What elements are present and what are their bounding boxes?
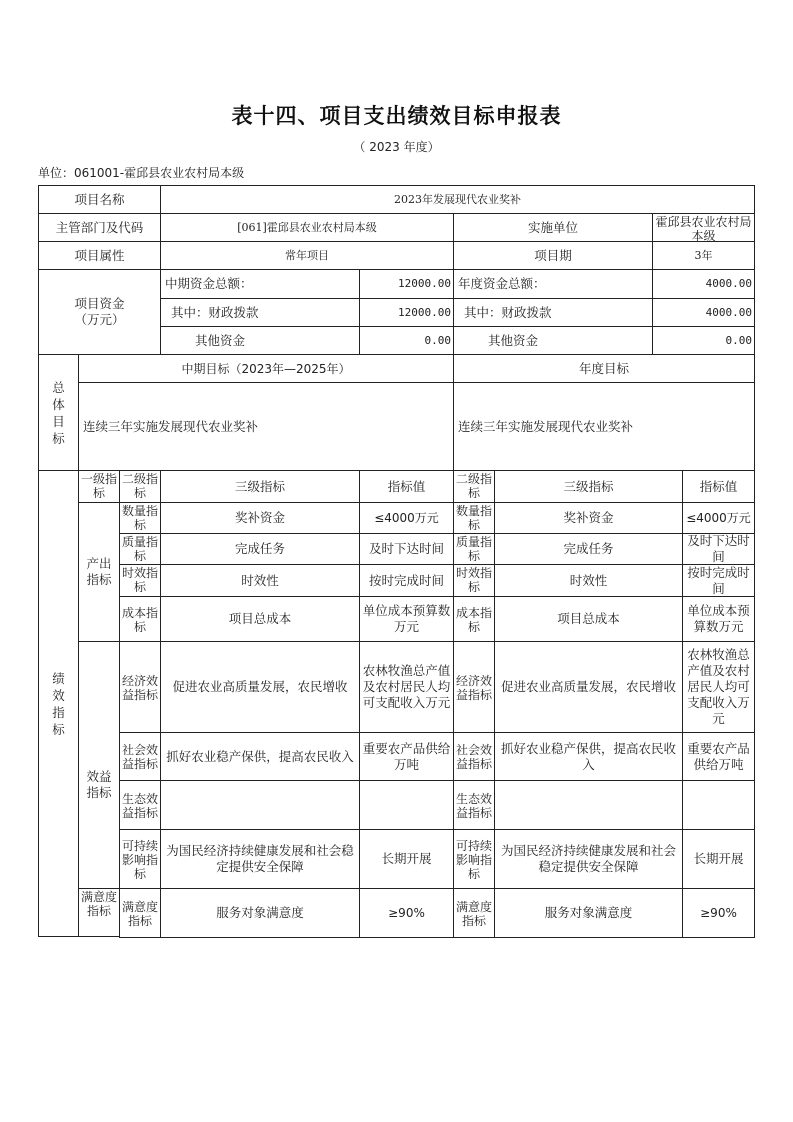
level2-mid: 生态效益指标 [119,780,161,830]
mid-goal-text: 连续三年实施发展现代农业奖补 [78,382,454,471]
level3-mid: 抓好农业稳产保供，提高农民收入 [160,732,360,781]
mid-fiscal-label: 其中：财政拨款 [160,298,360,327]
level3-mid: 奖补资金 [160,502,360,534]
year-other-value: 0.00 [652,326,755,355]
year-other-label: 其他资金 [453,326,653,355]
level3-year: 服务对象满意度 [494,888,683,938]
project-name-value: 2023年发展现代农业奖补 [160,185,755,214]
level2-mid: 满意度指标 [119,888,161,938]
year-total-label: 年度资金总额： [453,269,653,299]
attr-value: 常年项目 [160,241,454,270]
mid-total-value: 12000.00 [359,269,454,299]
level2-year: 满意度指标 [453,888,495,938]
value-year: ≥90% [682,888,755,938]
header-level2: 二级指标 [119,470,161,503]
year-goal-text: 连续三年实施发展现代农业奖补 [453,382,755,471]
level3-year [494,780,683,830]
performance-indicators-label: 绩效指标 [38,470,79,937]
level3-mid: 时效性 [160,564,360,597]
level3-year: 为国民经济持续健康发展和社会稳定提供安全保障 [494,829,683,889]
value-year: 农林牧渔总产值及农村居民人均可支配收入万元 [682,641,755,733]
level2-year: 可持续影响指标 [453,829,495,889]
header-level3-mid: 三级指标 [160,470,360,503]
year-fiscal-label: 其中：财政拨款 [453,298,653,327]
value-year [682,780,755,830]
level3-year: 时效性 [494,564,683,597]
level3-year: 项目总成本 [494,596,683,642]
value-mid: 按时完成时间 [359,564,454,597]
funds-label-line2: （万元） [74,312,125,327]
level2-year: 质量指标 [453,533,495,565]
header-value-year: 指标值 [682,470,755,503]
mid-fiscal-value: 12000.00 [359,298,454,327]
level3-mid: 完成任务 [160,533,360,565]
level2-year: 成本指标 [453,596,495,642]
level2-mid: 质量指标 [119,533,161,565]
value-year: 重要农产品供给万吨 [682,732,755,781]
level2-mid: 可持续影响指标 [119,829,161,889]
value-mid [359,780,454,830]
level1-benefit: 效益指标 [78,641,120,890]
value-mid: 长期开展 [359,829,454,889]
year-fiscal-value: 4000.00 [652,298,755,327]
level2-year: 生态效益指标 [453,780,495,830]
fiscal-year: （ 2023 年度） [353,140,440,154]
level2-mid: 社会效益指标 [119,732,161,781]
level3-mid: 服务对象满意度 [160,888,360,938]
level2-mid: 经济效益指标 [119,641,161,733]
level3-year: 抓好农业稳产保供，提高农民收入 [494,732,683,781]
impl-unit-value: 霍邱县农业农村局本级 [652,213,755,242]
level2-year: 经济效益指标 [453,641,495,733]
value-mid: ≤4000万元 [359,502,454,534]
mid-goal-header: 中期目标（2023年—2025年） [78,354,454,383]
attr-label: 项目属性 [38,241,161,270]
header-level1: 一级指标 [78,470,120,503]
overall-goal-label: 总体目标 [38,354,79,471]
header-level3-year: 三级指标 [494,470,683,503]
period-value: 3年 [652,241,755,270]
value-mid: 及时下达时间 [359,533,454,565]
level2-year: 数量指标 [453,502,495,534]
project-name-label: 项目名称 [38,185,161,214]
year-goal-header: 年度目标 [453,354,755,383]
impl-unit-label: 实施单位 [453,213,653,242]
level2-mid: 成本指标 [119,596,161,642]
value-year: 按时完成时间 [682,564,755,597]
level3-year: 奖补资金 [494,502,683,534]
level3-year: 完成任务 [494,533,683,565]
value-mid: 单位成本预算数万元 [359,596,454,642]
header-value-mid: 指标值 [359,470,454,503]
header-level2-year: 二级指标 [453,470,495,503]
funds-label-line1: 项目资金 [74,296,125,311]
level2-year: 社会效益指标 [453,732,495,781]
year-total-value: 4000.00 [652,269,755,299]
value-year: 及时下达时间 [682,533,755,565]
dept-value: [061]霍邱县农业农村局本级 [160,213,454,242]
value-mid: ≥90% [359,888,454,938]
level3-year: 促进农业高质量发展，农民增收 [494,641,683,733]
level1-satisfaction: 满意度指标 [78,888,120,937]
page-title: 表十四、项目支出绩效目标申报表 [231,104,562,128]
value-mid: 重要农产品供给万吨 [359,732,454,781]
value-year: 长期开展 [682,829,755,889]
reporting-unit: 单位：061001-霍邱县农业农村局本级 [38,166,245,180]
level3-mid: 为国民经济持续健康发展和社会稳定提供安全保障 [160,829,360,889]
value-year: 单位成本预算数万元 [682,596,755,642]
level2-mid: 时效指标 [119,564,161,597]
value-mid: 农林牧渔总产值及农村居民人均可支配收入万元 [359,641,454,733]
value-year: ≤4000万元 [682,502,755,534]
level3-mid: 促进农业高质量发展，农民增收 [160,641,360,733]
level2-year: 时效指标 [453,564,495,597]
level1-output: 产出指标 [78,502,120,642]
mid-other-label: 其他资金 [160,326,360,355]
level3-mid: 项目总成本 [160,596,360,642]
dept-label: 主管部门及代码 [38,213,161,242]
period-label: 项目期 [453,241,653,270]
mid-other-value: 0.00 [359,326,454,355]
level3-mid [160,780,360,830]
mid-total-label: 中期资金总额： [160,269,360,299]
level2-mid: 数量指标 [119,502,161,534]
funds-label [38,269,161,355]
